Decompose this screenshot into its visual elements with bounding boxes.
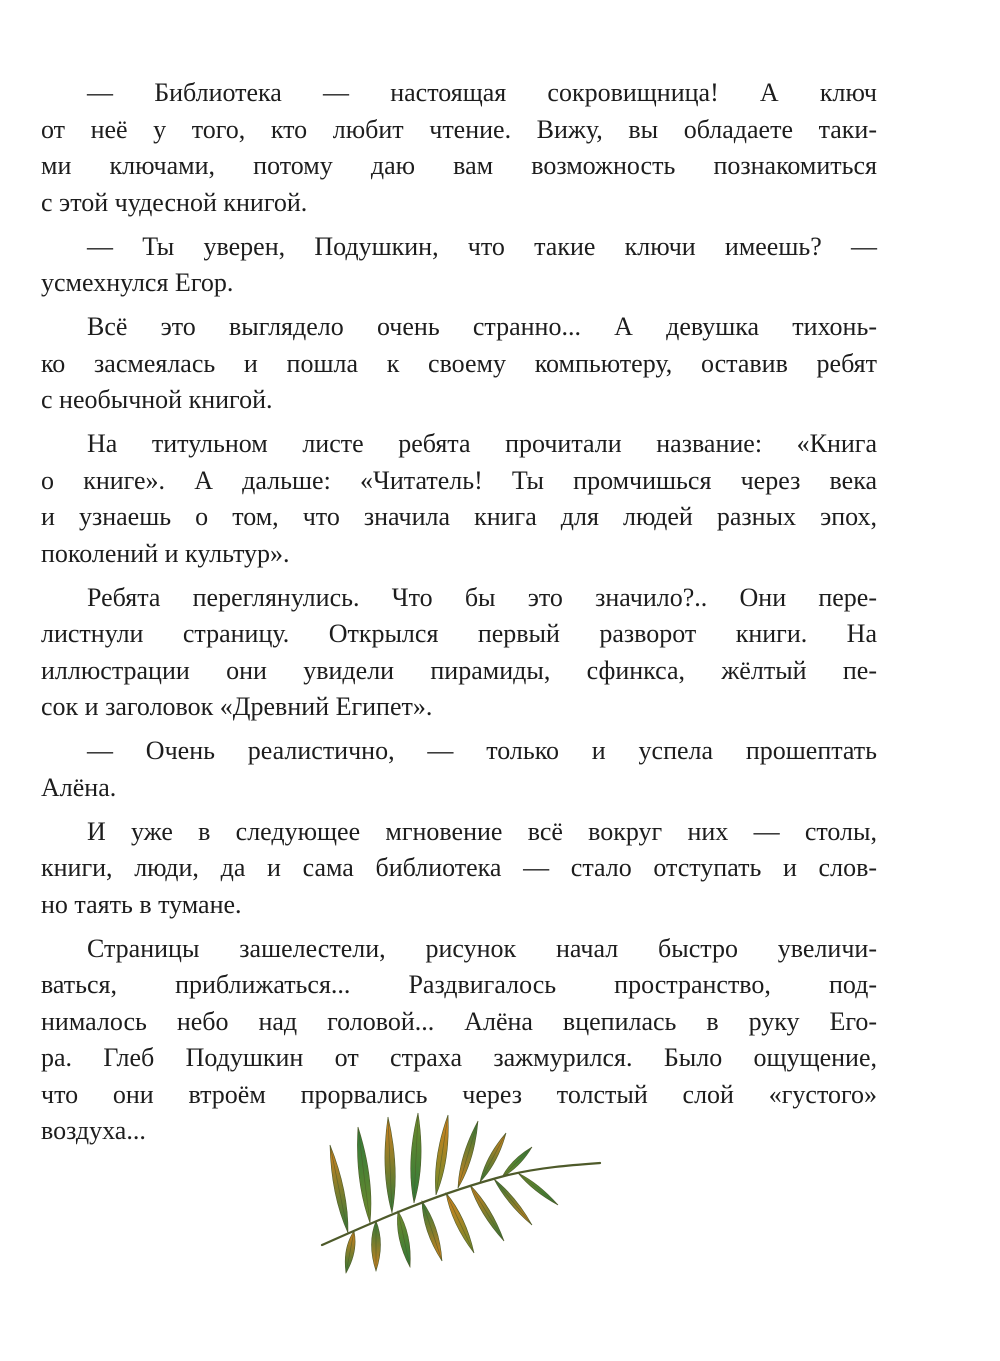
leaflet-vein bbox=[480, 1133, 506, 1182]
text-line: с этой чудесной книгой. bbox=[41, 187, 308, 217]
text-line: нималось небо над головой... Алёна вцепилась в руку Его- bbox=[41, 1006, 877, 1036]
text-line: усмехнулся Егор. bbox=[41, 268, 234, 297]
leaflet-vein bbox=[494, 1179, 532, 1225]
leaflet-vein bbox=[518, 1173, 558, 1205]
text-line: — Ты уверен, Подушкин, что такие ключи имеешь? — bbox=[87, 231, 877, 261]
text-line: Алёна. bbox=[41, 772, 117, 802]
text-line: На титульном листе ребята прочитали название: «Книга bbox=[87, 429, 877, 458]
text-line: поколений и культур». bbox=[41, 538, 290, 568]
leaflets bbox=[330, 1113, 558, 1273]
text-line: от неё у того, кто любит чтение. Вижу, вы обладаете таки- bbox=[41, 114, 877, 144]
text-line: Ребята переглянулись. Что бы это значило?.. Они пере- bbox=[87, 582, 877, 612]
paragraph-5 bbox=[41, 580, 877, 726]
text-line: ваться, приближаться... Раздвигалось пространство, под- bbox=[41, 970, 877, 999]
text-line: воздуха... bbox=[41, 1116, 146, 1145]
text-line: листнули страницу. Открылся первый разворот книги. На bbox=[41, 619, 877, 648]
text-line: о книге». А дальше: «Читатель! Ты промчишься через века bbox=[41, 465, 877, 495]
leaflet-vein bbox=[446, 1193, 474, 1253]
text-line: что они втроём прорвались через толстый слой «густого» bbox=[41, 1079, 877, 1109]
text-line: сок и заголовок «Древний Египет». bbox=[41, 692, 433, 721]
text-line: с необычной книгой. bbox=[41, 385, 273, 414]
paragraph-6 bbox=[41, 733, 877, 806]
text-line: и узнаешь о том, что значила книга для людей разных эпох, bbox=[41, 502, 877, 531]
paragraph-1 bbox=[41, 75, 877, 221]
text-line: ми ключами, потому даю вам возможность познакомиться bbox=[41, 151, 877, 180]
page-text bbox=[41, 75, 877, 1157]
text-line: Страницы зашелестели, рисунок начал быстро увеличи- bbox=[87, 933, 877, 963]
text-line: иллюстрации они увидели пирамиды, сфинкса, жёлтый пе- bbox=[41, 655, 877, 685]
leaflet-vein bbox=[422, 1201, 442, 1261]
text-line: ко засмеялась и пошла к своему компьютеру, оставив ребят bbox=[41, 348, 877, 378]
leaflet-vein bbox=[458, 1121, 478, 1188]
paragraph-7 bbox=[41, 814, 877, 924]
paragraph-4 bbox=[41, 426, 877, 572]
text-line: И уже в следующее мгновение всё вокруг них — столы, bbox=[87, 816, 877, 846]
paragraph-2 bbox=[41, 229, 877, 302]
text-line: но таять в тумане. bbox=[41, 889, 242, 919]
text-line: Всё это выглядело очень странно... А девушка тихонь- bbox=[87, 312, 877, 341]
leaflet-vein bbox=[330, 1145, 348, 1233]
leaflet-vein bbox=[470, 1185, 504, 1241]
text-line: ра. Глеб Подушкин от страха зажмурился. Было ощущение, bbox=[41, 1043, 877, 1072]
paragraph-3 bbox=[41, 309, 877, 419]
text-line: — Очень реалистично, — только и успела прошептать bbox=[87, 736, 877, 765]
text-line: — Библиотека — настоящая сокровищница! А ключ bbox=[87, 78, 877, 107]
text-line: книги, люди, да и сама библиотека — стало отступать и слов- bbox=[41, 853, 877, 882]
palm-leaf-icon bbox=[318, 1105, 608, 1275]
